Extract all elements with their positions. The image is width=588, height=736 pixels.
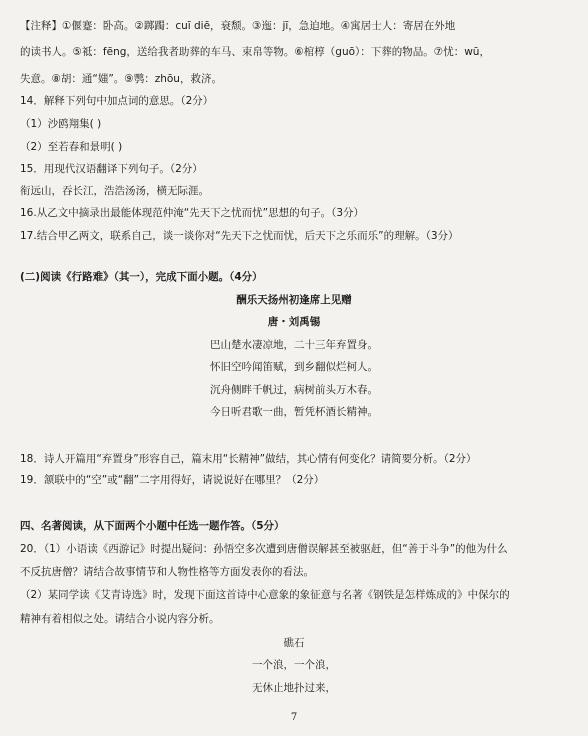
notes-line-2: 的读书人。⑤祗：fēng，送给我者助葬的车马、束帛等物。⑥棺椁（guō）：下葬的物品。⑦忧：wū， [20,46,490,58]
q20-part2-line1: （2）某同学读《艾青诗选》时，发现下面这首诗中心意象的象征意与名著《钢铁是怎样炼成的》中保尔的 [20,589,510,601]
notes-line-3: 失意。⑧胡：通“媸”。⑨鹗：zhōu，救济。 [20,73,222,85]
q19-prompt: 19．颔联中的“空”或“翻”二字用得好，请说说好在哪里？（2分） [20,474,325,486]
notes-line-1: 【注释】①偃蹇：卧高。②踯躅：cuī diē，衰颓。③迤：jī，急迫地。④寓居士人：寄居在外地 [20,20,456,32]
q16-prompt: 16.从乙文中摘录出最能体现范仲淹“先天下之忧而忧”思想的句子。（3分） [20,207,365,219]
poem-title: 酬乐天扬州初逢席上见赠 [236,294,352,306]
poem-line-2: 怀旧空吟闻笛赋，到乡翻似烂柯人。 [210,361,378,373]
poem2-title: 礁石 [283,637,305,649]
poem-author: 唐・刘禹锡 [267,316,321,328]
page-number: 7 [290,712,298,723]
q15-sentence: 衔远山，吞长江，浩浩汤汤，横无际涯。 [20,185,209,197]
poem2-line-2: 无休止地扑过来， [252,682,336,694]
section-2-heading: (二)阅读《行路难》（其一），完成下面小题。（4分） [20,271,263,283]
q14-prompt: 14．解释下列句中加点词的意思。（2分） [20,95,214,107]
q18-prompt: 18．诗人开篇用“弃置身”形容自己，篇末用“长精神”做结，其心情有何变化？请简要分析。（2分） [20,453,477,465]
q20-part2-line2: 精神有着相似之处。请结合小说内容分析。 [20,613,220,625]
poem-line-1: 巴山楚水凄凉地，二十三年弃置身。 [210,339,378,351]
section-4-heading: 四、名著阅读，从下面两个小题中任选一题作答。（5分） [20,520,285,532]
poem2-line-1: 一个浪，一个浪， [252,659,336,671]
q15-prompt: 15．用现代汉语翻译下列句子。（2分） [20,163,203,175]
q17-prompt: 17.结合甲乙两文，联系自己，谈一谈你对“先天下之忧而忧，后天下之乐而乐”的理解。（3分） [20,230,459,242]
q14-item-2: （2）至若春和景明( ) [20,141,123,153]
poem-line-3: 沉舟侧畔千帆过，病树前头万木春。 [210,384,378,396]
poem-line-4: 今日听君歌一曲，暂凭杯酒长精神。 [210,406,378,418]
q14-item-1: （1）沙鸥翔集( ) [20,118,102,130]
q20-part1-line1: 20．（1）小语读《西游记》时提出疑问：孙悟空多次遭到唐僧误解甚至被驱赶，但“善于斗争”的他为什么 [20,543,508,555]
q20-part1-line2: 不反抗唐僧？请结合故事情节和人物性格等方面发表你的看法。 [20,566,314,578]
